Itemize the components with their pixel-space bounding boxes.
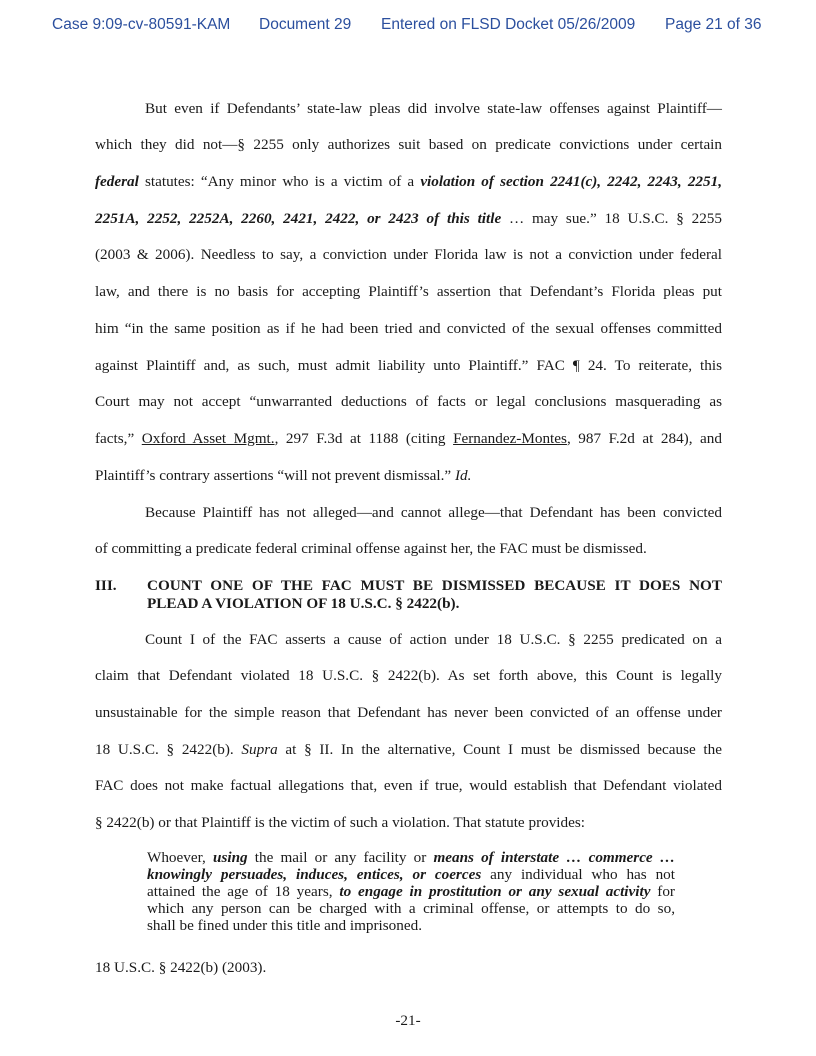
paragraph-line: federal statutes: “Any minor who is a victim of a violation of section 2241(c), 2242, 2243, 2251, xyxy=(95,173,722,190)
paragraph-line: 2251A, 2252, 2252A, 2260, 2421, 2422, or 2423 of this title … may sue.” 18 U.S.C. § 2255 xyxy=(95,210,722,227)
paragraph-line: facts,” Oxford Asset Mgmt., 297 F.3d at 1188 (citing Fernandez-Montes, 987 F.2d at 284), and xyxy=(95,430,722,447)
quote-line: which any person can be charged with a criminal offense, or attempts to do so, xyxy=(147,900,675,917)
quote-line: Whoever, using the mail or any facility or means of interstate … commerce … xyxy=(147,849,676,866)
paragraph-line: which they did not—§ 2255 only authorizes suit based on predicate convictions under certain xyxy=(95,136,722,153)
quote-line: knowingly persuades, induces, entices, or coerces any individual who has not xyxy=(147,866,675,883)
statute-citation: 18 U.S.C. § 2422(b) (2003). xyxy=(95,959,267,976)
paragraph-line: Because Plaintiff has not alleged—and cannot allege—that Defendant has been convicted xyxy=(145,504,722,521)
paragraph-line: of committing a predicate federal criminal offense against her, the FAC must be dismissed. xyxy=(95,540,647,557)
paragraph-line: Plaintiff’s contrary assertions “will not prevent dismissal.” Id. xyxy=(95,467,472,484)
document-number: Document 29 xyxy=(259,16,352,33)
paragraph-line: Court may not accept “unwarranted deductions of facts or legal conclusions masquerading as xyxy=(95,393,722,410)
docket-header xyxy=(0,16,816,38)
quote-line: attained the age of 18 years, to engage in prostitution or any sexual activity for xyxy=(147,883,675,900)
paragraph-line: 18 U.S.C. § 2422(b). Supra at § II. In the alternative, Count I must be dismissed because the xyxy=(95,741,722,758)
paragraph-line: Count I of the FAC asserts a cause of action under 18 U.S.C. § 2255 predicated on a xyxy=(145,631,722,648)
section-title: COUNT ONE OF THE FAC MUST BE DISMISSED BECAUSE IT DOES NOT xyxy=(147,577,722,594)
quote-line: shall be fined under this title and imprisoned. xyxy=(147,917,423,934)
paragraph-line: But even if Defendants’ state-law pleas did involve state-law offenses against Plaintiff— xyxy=(145,100,722,117)
case-number: Case 9:09-cv-80591-KAM xyxy=(52,16,231,33)
case-citation: Oxford Asset Mgmt. xyxy=(141,430,275,447)
paragraph-line: against Plaintiff and, as such, must admit liability unto Plaintiff.” FAC ¶ 24. To reiterate, this xyxy=(95,357,722,374)
paragraph-line: law, and there is no basis for accepting Plaintiff’s assertion that Defendant’s Florida pleas put xyxy=(95,283,722,300)
docket-entry-date: Entered on FLSD Docket 05/26/2009 xyxy=(381,16,636,33)
paragraph-line: claim that Defendant violated 18 U.S.C. § 2422(b). As set forth above, this Count is legally xyxy=(95,667,722,684)
page-number: -21- xyxy=(395,1012,421,1029)
case-citation: Fernandez-Montes xyxy=(453,430,567,447)
paragraph-line: (2003 & 2006). Needless to say, a conviction under Florida law is not a conviction under federal xyxy=(95,246,722,263)
section-number: III. xyxy=(95,577,117,594)
paragraph-line: FAC does not make factual allegations that, even if true, would establish that Defendant violated xyxy=(95,777,722,794)
paragraph-line: him “in the same position as if he had been tried and convicted of the sexual offenses committed xyxy=(95,320,722,337)
paragraph-line: unsustainable for the simple reason that Defendant has never been convicted of an offense under xyxy=(95,704,722,721)
paragraph-line: § 2422(b) or that Plaintiff is the victim of such a violation. That statute provides: xyxy=(95,814,585,831)
page-count: Page 21 of 36 xyxy=(665,16,762,33)
section-title: PLEAD A VIOLATION OF 18 U.S.C. § 2422(b). xyxy=(147,595,460,612)
